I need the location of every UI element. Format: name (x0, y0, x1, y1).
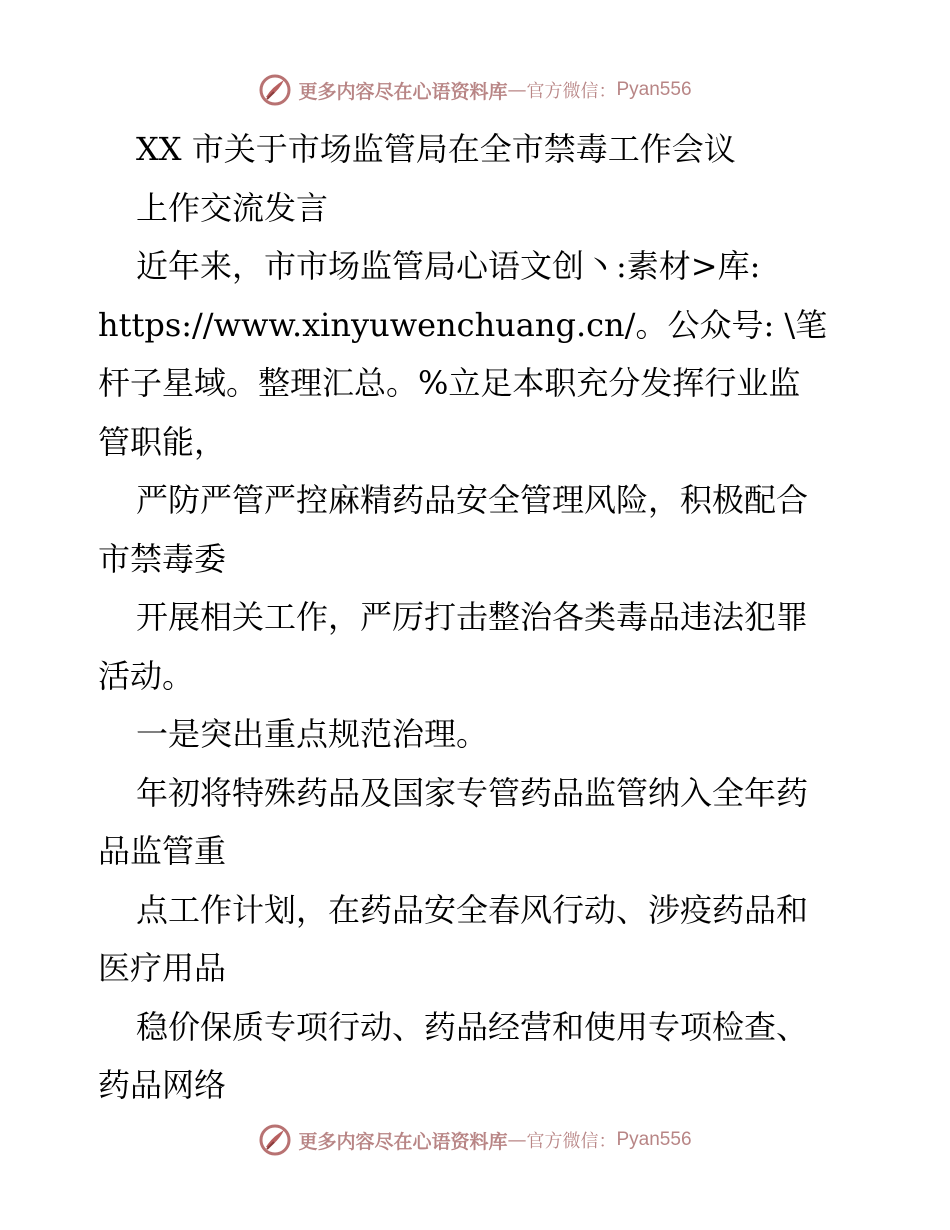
document-body (98, 120, 858, 1115)
paragraph-line: 品监管重 (98, 832, 227, 870)
paragraph-line: 活动。 (98, 656, 195, 695)
paragraph-line: 医疗用品 (98, 949, 227, 987)
paragraph-line: 点工作计划，在药品安全春风行动、涉疫药品和 (136, 890, 809, 929)
paragraph-line: 药品网络 (98, 1066, 227, 1104)
banner-text: 更多内容尽在心语资料库 (298, 1130, 508, 1153)
banner-text: 更多内容尽在心语资料库 (298, 80, 508, 103)
banner-label: 官方微信： (526, 81, 617, 102)
paragraph-line: https://www.xinyuwenchuang.cn/。公众号: \笔 (98, 305, 828, 344)
document-title-line-1: XX 市关于市场监管局在全市禁毒工作会议 (136, 130, 736, 168)
banner-wechat-id: Pyan556 (616, 1129, 692, 1150)
paragraph-line: 严防严管严控麻精药品安全管理风险，积极配合 (136, 481, 809, 519)
quill-logo-icon (258, 73, 292, 107)
paragraph-line: 近年来，市市场监管局心语文创丶:素材>库: (136, 247, 761, 285)
paragraph-line: 市禁毒委 (98, 539, 227, 578)
banner-wechat-id: Pyan556 (616, 79, 692, 100)
paragraph-line: 稳价保质专项行动、药品经营和使用专项检查、 (136, 1007, 809, 1046)
quill-logo-icon (258, 1123, 292, 1157)
section-heading: 一是突出重点规范治理。 (136, 715, 489, 753)
banner-dash: — (507, 1129, 527, 1151)
header-banner (0, 70, 950, 110)
document-title-line-2: 上作交流发言 (136, 188, 329, 227)
paragraph-line: 管职能， (98, 422, 227, 461)
paragraph-line: 开展相关工作，严厉打击整治各类毒品违法犯罪 (136, 598, 809, 636)
banner-label: 官方微信： (526, 1131, 617, 1152)
paragraph-line: 年初将特殊药品及国家专管药品监管纳入全年药 (136, 773, 809, 812)
banner-dash: — (507, 79, 527, 101)
paragraph-line: 杆子星域。整理汇总。%立足本职充分发挥行业监 (98, 364, 801, 402)
footer-banner (0, 1120, 950, 1160)
